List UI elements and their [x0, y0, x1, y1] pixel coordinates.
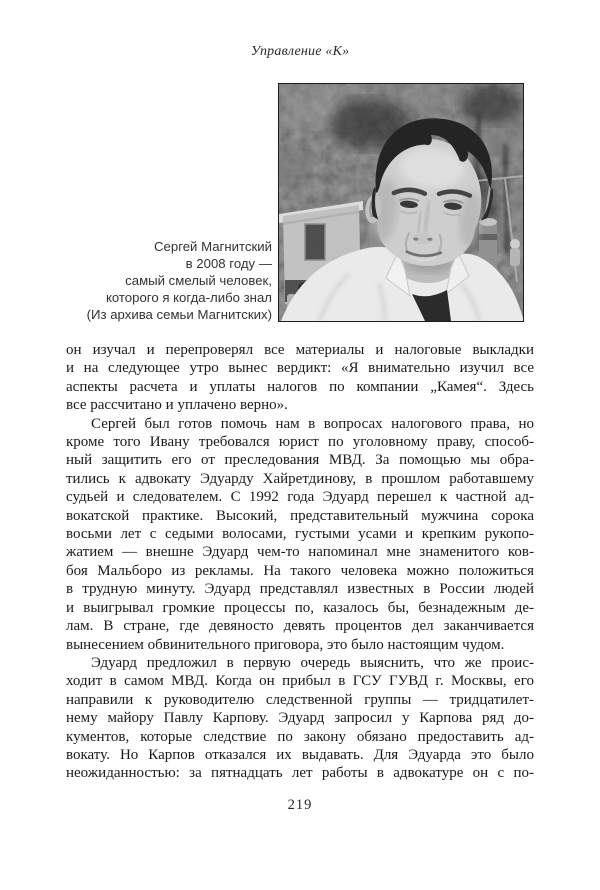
- text-line: Сергей был готов помочь нам в вопросах налогового права, но: [91, 415, 534, 432]
- paragraph: [66, 415, 534, 654]
- text-line: аспекты расчета и уплаты налогов по компании „Камея“. Здесь: [66, 378, 534, 395]
- running-head: Управление «К»: [250, 44, 350, 59]
- text-line: он изучал и перепроверял все материалы и налоговые выкладки: [66, 342, 534, 358]
- caption-line: в 2008 году —: [185, 256, 272, 271]
- text-line: лам. В стране, где девяносто девять процентов дел заканчивается: [66, 618, 534, 635]
- text-line: судьей и следователем. С 1992 года Эдуард перешел к частной ад-: [66, 489, 534, 506]
- text-line: ный защитить его от преследования МВД. За помощью мы обра-: [66, 452, 534, 469]
- body-text: [66, 341, 534, 783]
- text-line: восьми лет с седыми волосами, густыми усами и крепким рукопо-: [66, 526, 534, 543]
- text-line: вокатской практике. Высокий, представительный мужчина сорока: [66, 507, 534, 524]
- text-line: вокату. Но Карпов отказался их выдавать. Для Эдуарда это было: [66, 746, 534, 763]
- text-line: вынесением обвинительного приговора, это было настоящим чудом.: [66, 636, 505, 653]
- text-line: ходит в самом МВД. Когда он прибыл в ГСУ ГУВД г. Москвы, его: [66, 673, 534, 690]
- text-line: нему майору Павлу Карпову. Эдуард запросил у Карпова ряд до-: [66, 710, 534, 727]
- text-line: в трудную минуту. Эдуард представлял известных в России людей: [66, 581, 534, 598]
- paragraph: [66, 654, 534, 783]
- paragraph: [66, 341, 534, 415]
- caption-line: Сергей Магнитский: [154, 239, 272, 254]
- photo-caption: [66, 238, 272, 323]
- caption-line: самый смелый человек,: [125, 273, 272, 288]
- portrait-photo-image: [279, 84, 523, 321]
- text-line: направили к руководителю следственной группы — тридцатилет-: [66, 691, 534, 708]
- text-line: кроме того Ивану требовался юрист по уголовному праву, способ-: [66, 434, 534, 451]
- text-line: неожиданностью: за пятнадцать лет работы в адвокатуре он с по-: [66, 765, 534, 782]
- caption-line: которого я когда-либо знал: [105, 290, 272, 305]
- text-line: жатием — внешне Эдуард чем-то напоминал мне знаменитого ков-: [66, 544, 534, 561]
- caption-line: (Из архива семьи Магнитских): [86, 307, 272, 322]
- text-line: тились к адвокату Эдуарду Хайретдинову, в прошлом работавшему: [66, 470, 534, 487]
- text-line: и выигрывал громкие процессы по, казалось бы, безнадежным де-: [66, 599, 534, 616]
- text-line: кументов, которые следствие по закону обязано предоставить ад-: [66, 728, 534, 745]
- text-line: Эдуард предложил в первую очередь выяснить, что же проис-: [91, 654, 534, 671]
- portrait-photo: [278, 83, 524, 322]
- page-number: 219: [287, 797, 313, 813]
- text-line: все рассчитано и уплачено верно».: [66, 397, 288, 414]
- text-line: боя Мальборо из рекламы. На такого человека можно положиться: [66, 562, 534, 579]
- text-line: и на следующее утро вынес вердикт: «Я внимательно изучил все: [66, 360, 534, 377]
